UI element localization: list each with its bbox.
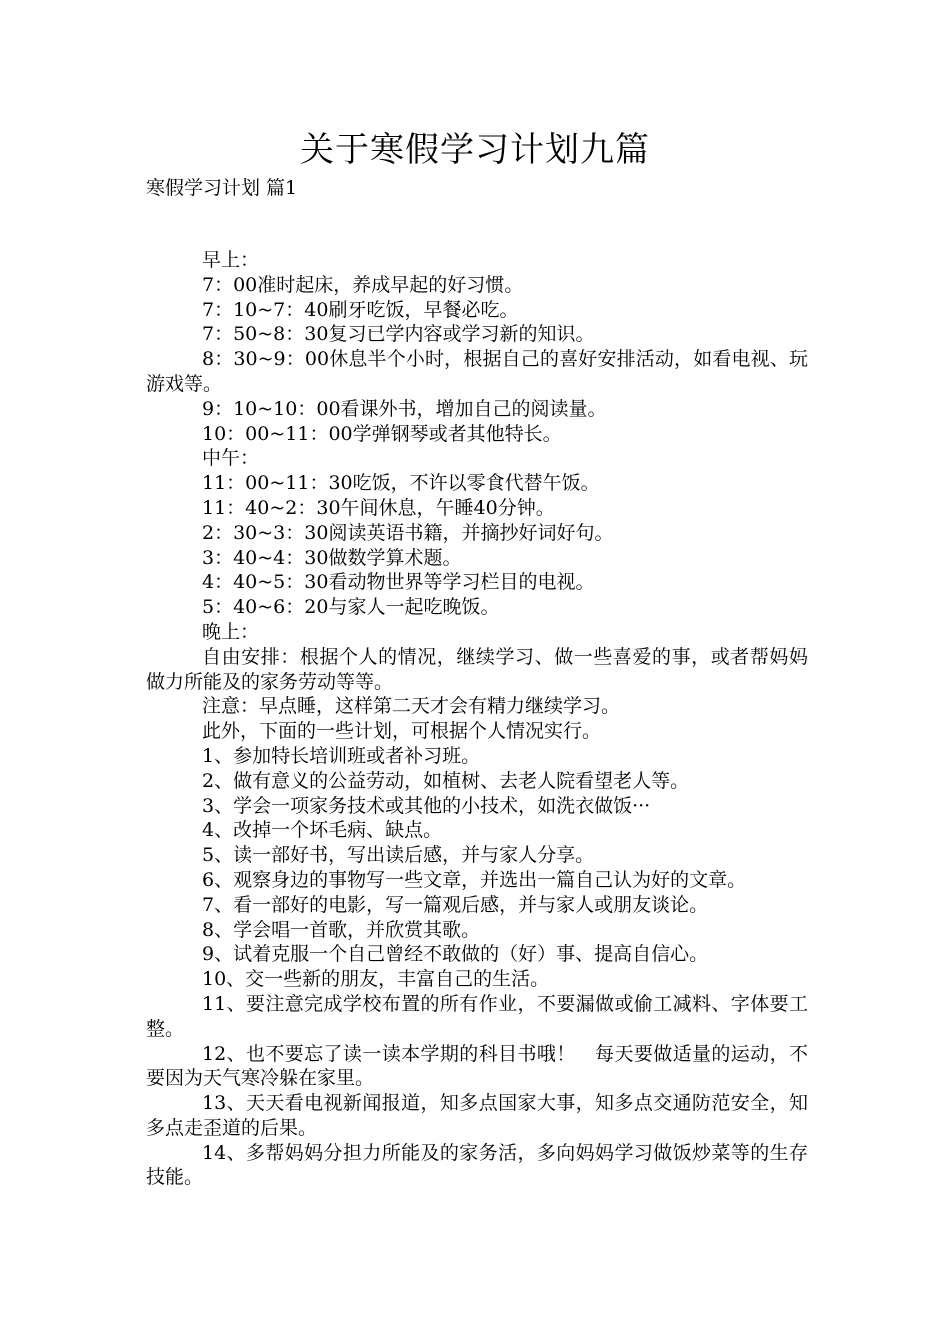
paragraph: 12、也不要忘了读一读本学期的科目书哦！ 每天要做适量的运动，不要因为天气寒冷躲在家里。 xyxy=(146,1042,808,1090)
paragraph: 自由安排：根据个人的情况，继续学习、做一些喜爱的事，或者帮妈妈做力所能及的家务劳动等等。 xyxy=(146,645,808,693)
paragraph: 8、学会唱一首歌，并欣赏其歌。 xyxy=(202,918,481,941)
paragraph: 14、多帮妈妈分担力所能及的家务活，多向妈妈学习做饭炒菜等的生存技能。 xyxy=(146,1141,808,1189)
paragraph: 4：40~5：30看动物世界等学习栏目的电视。 xyxy=(202,571,595,594)
document-title: 关于寒假学习计划九篇 xyxy=(300,130,650,170)
paragraph: 8：30~9：00休息半个小时，根据自己的喜好安排活动，如看电视、玩游戏等。 xyxy=(146,348,808,395)
paragraph: 2、做有意义的公益劳动，如植树、去老人院看望老人等。 xyxy=(202,769,690,792)
paragraph: 3：40~4：30做数学算术题。 xyxy=(202,546,462,569)
paragraph: 4、改掉一个坏毛病、缺点。 xyxy=(202,819,443,842)
paragraph: 10：00~11：00学弹钢琴或者其他特长。 xyxy=(202,422,562,445)
paragraph: 10、交一些新的朋友，丰富自己的生活。 xyxy=(202,968,550,991)
paragraph: 2：30~3：30阅读英语书籍，并摘抄好词好句。 xyxy=(202,521,614,544)
paragraph: 11：40~2：30午间休息，午睡40分钟。 xyxy=(202,496,555,519)
paragraph: 13、天天看电视新闻报道，知多点国家大事，知多点交通防范安全，知多点走歪道的后果。 xyxy=(146,1092,808,1139)
paragraph: 中午： xyxy=(202,447,260,470)
paragraph: 早上： xyxy=(202,249,260,271)
paragraph: 11、要注意完成学校布置的所有作业，不要漏做或偷工减料、字体要工整。 xyxy=(146,992,808,1040)
paragraph: 7：50~8：30复习已学内容或学习新的知识。 xyxy=(202,323,595,346)
paragraph: 7：00准时起床，养成早起的好习惯。 xyxy=(202,273,524,296)
paragraph: 注意：早点睡，这样第二天才会有精力继续学习。 xyxy=(202,695,621,718)
paragraph: 7、看一部好的电影，写一篇观后感，并与家人或朋友谈论。 xyxy=(202,893,709,916)
document-body xyxy=(146,248,808,1190)
paragraph: 此外，下面的一些计划，可根据个人情况实行。 xyxy=(202,720,602,743)
paragraph: 5、读一部好书，写出读后感，并与家人分享。 xyxy=(202,844,595,867)
paragraph: 晚上： xyxy=(202,620,260,643)
paragraph: 11：00~11：30吃饭，不许以零食代替午饭。 xyxy=(202,472,600,495)
paragraph: 9、试着克服一个自己曾经不敢做的（好）事、提高自信心。 xyxy=(202,943,709,966)
paragraph: 9：10~10：00看课外书，增加自己的阅读量。 xyxy=(202,397,607,420)
paragraph: 6、观察身边的事物写一些文章，并选出一篇自己认为好的文章。 xyxy=(202,868,747,891)
paragraph: 7：10~7：40刷牙吃饭，早餐必吃。 xyxy=(202,298,519,321)
section-title: 寒假学习计划 篇1 xyxy=(146,177,298,199)
paragraph: 1、参加特长培训班或者补习班。 xyxy=(202,744,481,767)
paragraph: 5：40~6：20与家人一起吃晚饭。 xyxy=(202,596,500,619)
paragraph: 3、学会一项家务技术或其他的小技术，如洗衣做饭··· xyxy=(202,794,651,817)
